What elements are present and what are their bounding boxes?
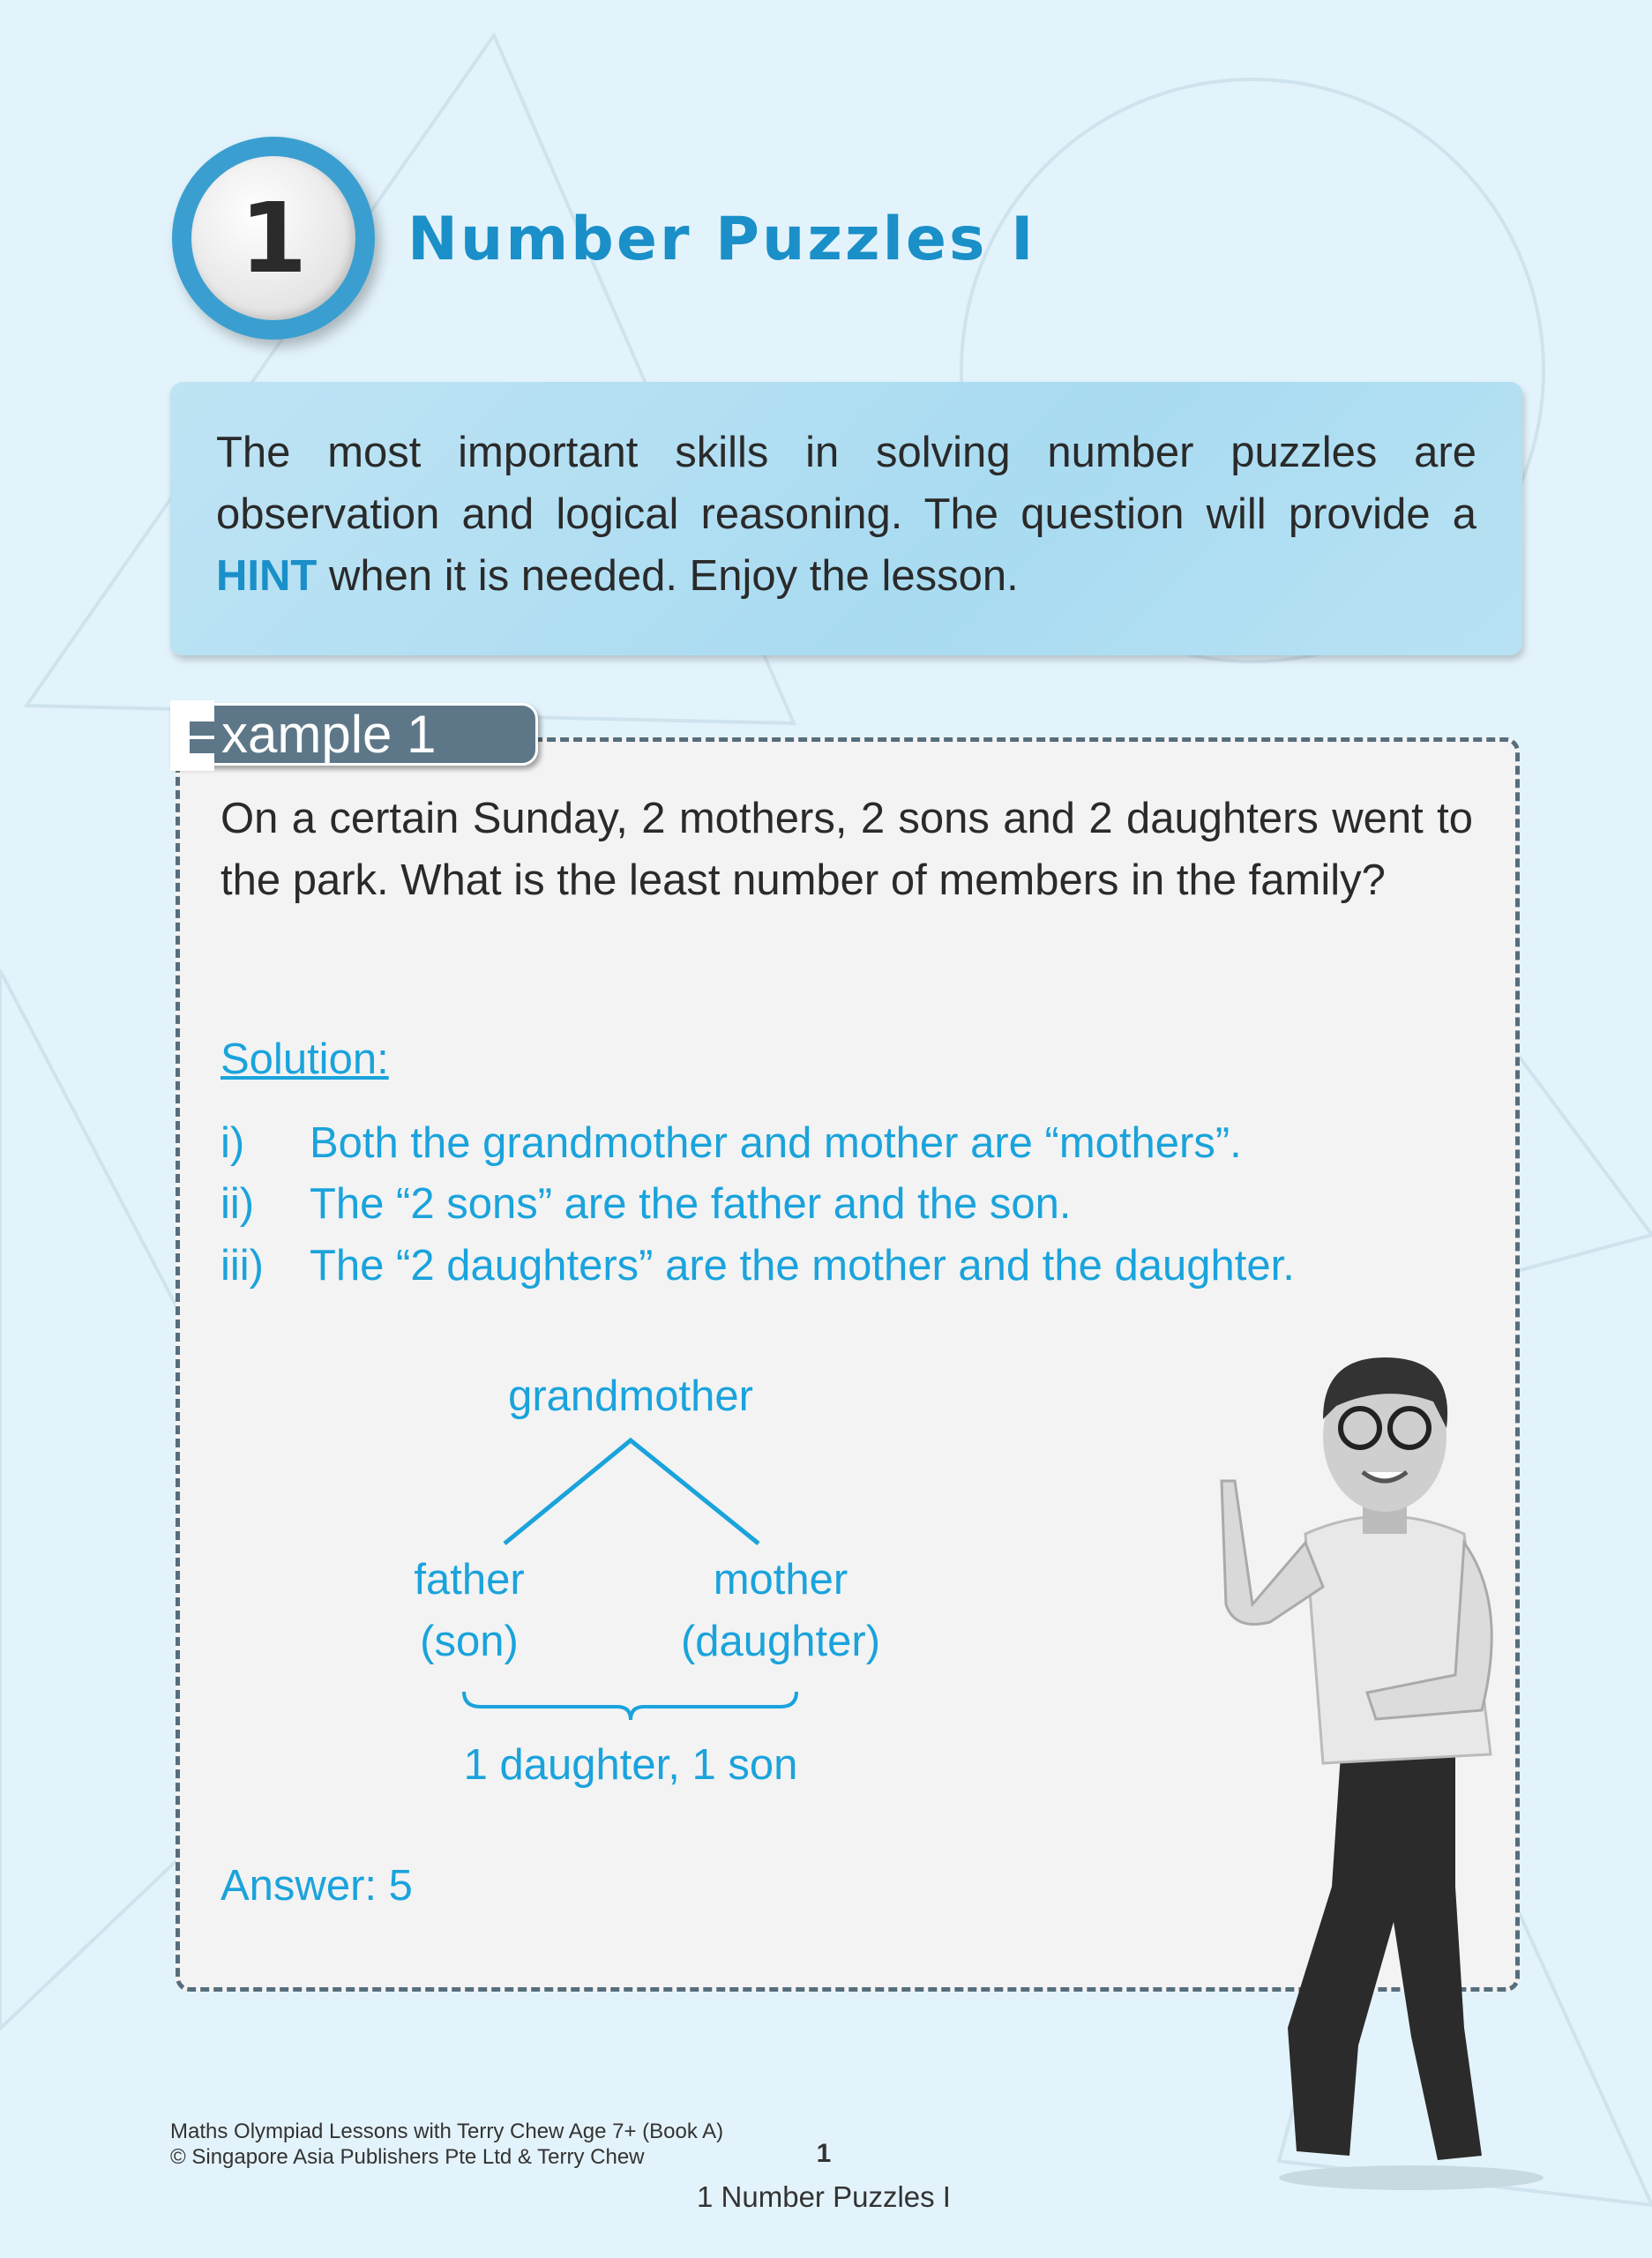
tree-father: father bbox=[414, 1556, 525, 1604]
question-text: On a certain Sunday, 2 mothers, 2 sons and 2 daughters went to the park. What is the least number of members in the family? bbox=[221, 795, 1473, 904]
chapter-title: Number Puzzles I bbox=[407, 205, 1036, 274]
page-number: 1 bbox=[816, 2139, 832, 2168]
answer: Answer: 5 bbox=[221, 1862, 413, 1910]
intro-text: The most important skills in solving number puzzles are observation and logical reasoning. The question will provide a bbox=[216, 429, 1476, 538]
footer-book-title: Maths Olympiad Lessons with Terry Chew Age 7+ (Book A) bbox=[170, 2120, 724, 2143]
solution-label: Solution: bbox=[221, 1036, 389, 1083]
tree-grandmother: grandmother bbox=[508, 1372, 753, 1420]
chapter-number: 1 bbox=[191, 156, 355, 320]
tree-daughter: (daughter) bbox=[680, 1618, 881, 1665]
tree-son: (son) bbox=[420, 1618, 519, 1665]
tree-mother: mother bbox=[713, 1556, 848, 1604]
footer-copyright: © Singapore Asia Publishers Pte Ltd & Terry Chew bbox=[170, 2145, 645, 2169]
teacher-character-illustration bbox=[1173, 1340, 1588, 2195]
tree-children: 1 daughter, 1 son bbox=[463, 1741, 798, 1789]
hint-word: HINT bbox=[216, 552, 318, 600]
footer-chapter: 1 Number Puzzles I bbox=[697, 2180, 951, 2213]
intro-text-end: when it is needed. Enjoy the lesson. bbox=[317, 552, 1019, 600]
example-label-text: xample 1 bbox=[221, 705, 437, 764]
